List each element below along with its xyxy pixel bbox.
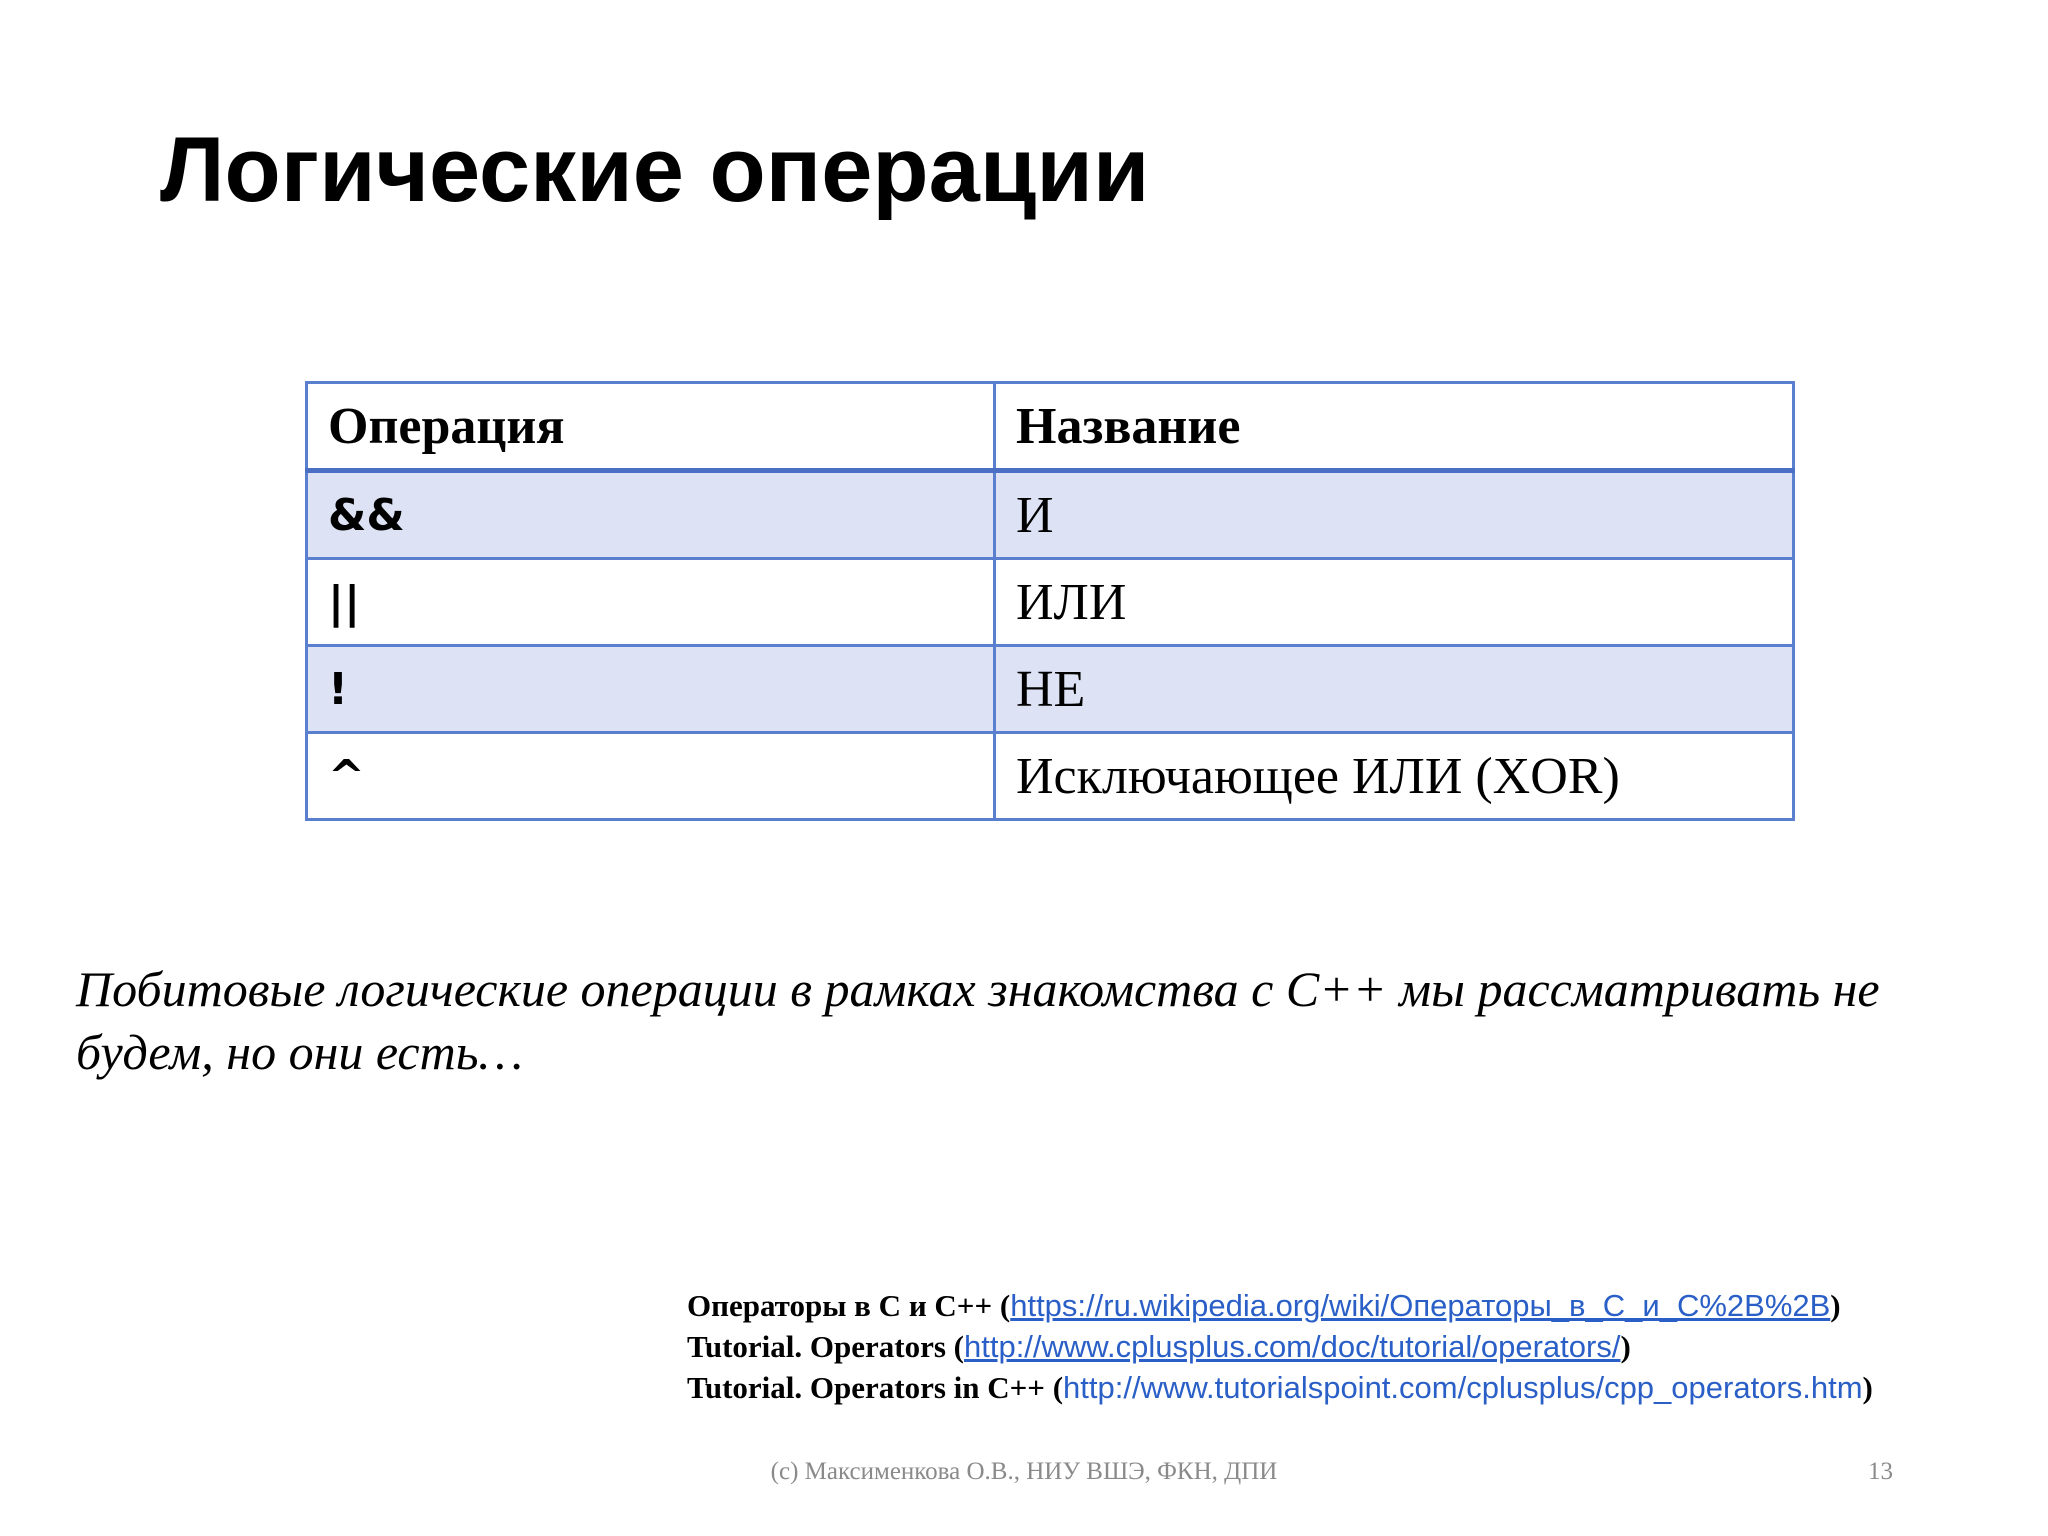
references bbox=[687, 1285, 1873, 1408]
page-number: 13 bbox=[1868, 1458, 1893, 1485]
name-cell: НЕ bbox=[995, 646, 1794, 733]
name-cell: И bbox=[995, 471, 1794, 559]
table-row bbox=[307, 471, 1794, 559]
table-row bbox=[307, 733, 1794, 820]
operation-cell: && bbox=[307, 471, 995, 559]
slide-title: Логические операции bbox=[160, 119, 1150, 221]
reference-item bbox=[687, 1285, 1873, 1326]
reference-link[interactable]: https://ru.wikipedia.org/wiki/Операторы_в_C_и_C%2B%2B bbox=[1010, 1288, 1831, 1323]
header-operation: Операция bbox=[307, 383, 995, 471]
table-row bbox=[307, 646, 1794, 733]
table-header-row bbox=[307, 383, 1794, 471]
table-row bbox=[307, 559, 1794, 646]
operation-cell: ! bbox=[307, 646, 995, 733]
reference-link[interactable]: http://www.cplusplus.com/doc/tutorial/operators/ bbox=[963, 1329, 1621, 1364]
operation-cell: ^ bbox=[307, 733, 995, 820]
reference-close: ) bbox=[1620, 1329, 1631, 1364]
reference-label: Операторы в C и C++ ( bbox=[687, 1288, 1011, 1323]
operations-table bbox=[305, 381, 1795, 821]
reference-item bbox=[687, 1367, 1873, 1408]
bitwise-note: Побитовые логические операции в рамках знакомства с C++ мы рассматривать не будем, но они есть… bbox=[76, 961, 1880, 1080]
name-cell: Исключающее ИЛИ (XOR) bbox=[995, 733, 1794, 820]
footer-copyright: (c) Максименкова О.В., НИУ ВШЭ, ФКН, ДПИ bbox=[770, 1458, 1278, 1485]
name-cell: ИЛИ bbox=[995, 559, 1794, 646]
operation-cell: || bbox=[307, 559, 995, 646]
reference-close: ) bbox=[1862, 1370, 1873, 1405]
header-name: Название bbox=[995, 383, 1794, 471]
reference-item bbox=[687, 1326, 1873, 1367]
reference-link[interactable]: http://www.tutorialspoint.com/cplusplus/cpp_operators.htm bbox=[1063, 1370, 1863, 1405]
reference-label: Tutorial. Operators ( bbox=[687, 1329, 964, 1364]
reference-label: Tutorial. Operators in C++ ( bbox=[687, 1370, 1064, 1405]
reference-close: ) bbox=[1830, 1288, 1841, 1323]
